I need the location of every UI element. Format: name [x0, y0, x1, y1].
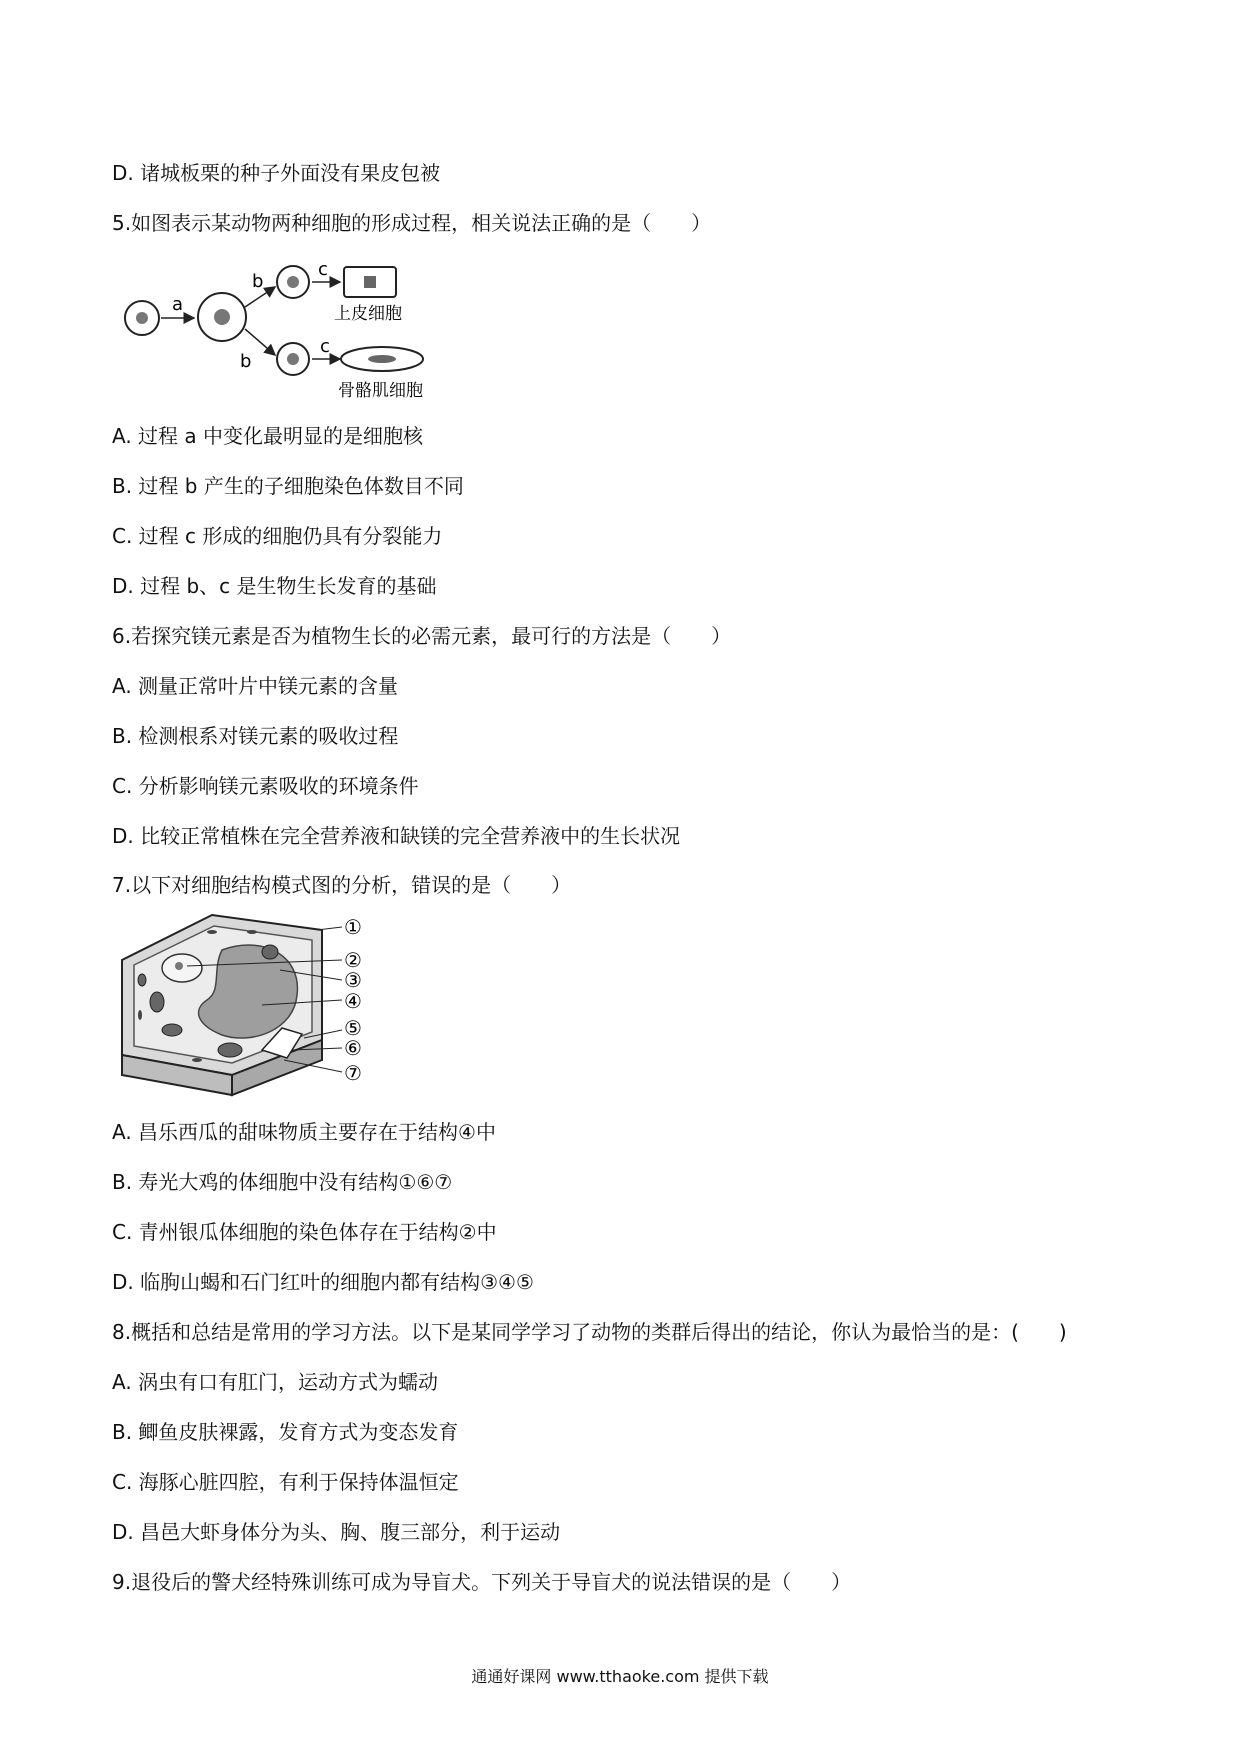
initial-cell	[125, 301, 159, 335]
figure-plant-cell	[112, 910, 412, 1100]
epithelial-cell	[344, 267, 396, 297]
question-6: 6.若探究镁元素是否为植物生长的必需元素，最可行的方法是（ ）	[112, 624, 732, 648]
question-8: 8.概括和总结是常用的学习方法。以下是某同学学习了动物的类群后得出的结论，你认为最恰当的是：( )	[112, 1320, 1067, 1344]
label-6: ⑥	[344, 1036, 362, 1060]
question-9: 9.退役后的警犬经特殊训练可成为导盲犬。下列关于导盲犬的说法错误的是（ ）	[112, 1570, 852, 1594]
q8-option-c: C. 海豚心脏四腔，有利于保持体温恒定	[112, 1470, 459, 1494]
label-7: ⑦	[344, 1061, 362, 1085]
q6-option-c: C. 分析影响镁元素吸收的环境条件	[112, 774, 419, 798]
q5-option-c: C. 过程 c 形成的细胞仍具有分裂能力	[112, 524, 443, 548]
q7-option-d: D. 临朐山蝎和石门红叶的细胞内都有结构③④⑤	[112, 1270, 534, 1294]
q6-option-a: A. 测量正常叶片中镁元素的含量	[112, 674, 399, 698]
caption-skeletal-muscle: 骨骼肌细胞	[338, 381, 423, 401]
q6-option-b: B. 检测根系对镁元素的吸收过程	[112, 724, 399, 748]
q5-option-d: D. 过程 b、c 是生物生长发育的基础	[112, 574, 437, 598]
label-5: ⑤	[344, 1016, 362, 1040]
nucleus	[162, 954, 202, 982]
question-7: 7.以下对细胞结构模式图的分析，错误的是（ ）	[112, 873, 572, 897]
figure-cell-differentiation	[112, 255, 512, 405]
label-c-bottom: c	[320, 336, 330, 357]
q7-option-b: B. 寿光大鸡的体细胞中没有结构①⑥⑦	[112, 1170, 453, 1194]
label-1: ①	[344, 915, 362, 939]
label-4: ④	[344, 989, 362, 1013]
q4-option-d: D. 诸城板栗的种子外面没有果皮包被	[112, 161, 441, 185]
label-b-top: b	[252, 271, 264, 292]
enlarged-cell	[198, 293, 246, 341]
label-2: ②	[344, 948, 362, 972]
q7-option-c: C. 青州银瓜体细胞的染色体存在于结构②中	[112, 1220, 497, 1244]
label-a: a	[172, 294, 184, 315]
q8-option-d: D. 昌邑大虾身体分为头、胸、腹三部分，利于运动	[112, 1520, 561, 1544]
label-b-bottom: b	[240, 351, 252, 372]
question-5: 5.如图表示某动物两种细胞的形成过程，相关说法正确的是（ ）	[112, 211, 712, 235]
skeletal-muscle-cell	[341, 347, 423, 371]
daughter-cell-top	[277, 266, 309, 298]
daughter-cell-bottom	[277, 343, 309, 375]
q5-option-a: A. 过程 a 中变化最明显的是细胞核	[112, 424, 424, 448]
label-3: ③	[344, 968, 362, 992]
label-c-top: c	[318, 259, 328, 280]
q5-option-b: B. 过程 b 产生的子细胞染色体数目不同	[112, 474, 464, 498]
page-footer: 通通好课网 www.tthaoke.com 提供下载	[471, 1667, 769, 1686]
q8-option-b: B. 鲫鱼皮肤裸露，发育方式为变态发育	[112, 1420, 459, 1444]
q8-option-a: A. 涡虫有口有肛门，运动方式为蠕动	[112, 1370, 439, 1394]
caption-epithelial: 上皮细胞	[334, 304, 402, 324]
q6-option-d: D. 比较正常植株在完全营养液和缺镁的完全营养液中的生长状况	[112, 824, 681, 848]
q7-option-a: A. 昌乐西瓜的甜味物质主要存在于结构④中	[112, 1120, 496, 1144]
